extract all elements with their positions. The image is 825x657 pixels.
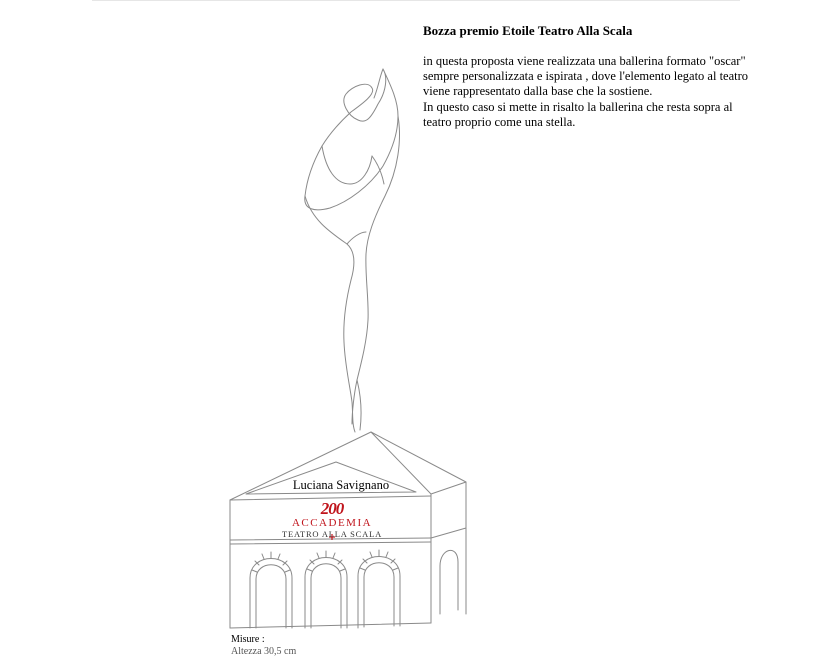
- logo-teatro-text: TEATRO ALLA SCALA: [281, 529, 383, 539]
- ballerina-figure: [305, 69, 400, 432]
- measures-height-text: Altezza 30,5 cm: [231, 646, 297, 657]
- accademia-logo: [262, 500, 402, 542]
- logo-accademia-text: ACCADEMIA: [291, 517, 373, 529]
- description-paragraph-2: In questo caso si mette in risalto la ballerina che resta sopra al teatro proprio come una stella.: [423, 99, 733, 129]
- measures-label: Misure :: [231, 634, 265, 645]
- description-paragraph-1: in questa proposta viene realizzata una ballerina formato "oscar" sempre personalizzata e ispirata , dove l'elemento legato al teatro viene rappresentato dalla base che la sostiene.: [423, 54, 749, 99]
- pediment-dancer-name: Luciana Savignano: [292, 478, 390, 492]
- logo-anniversary-number: 200: [320, 499, 344, 518]
- document-title: Bozza premio Etoile Teatro Alla Scala: [423, 23, 633, 38]
